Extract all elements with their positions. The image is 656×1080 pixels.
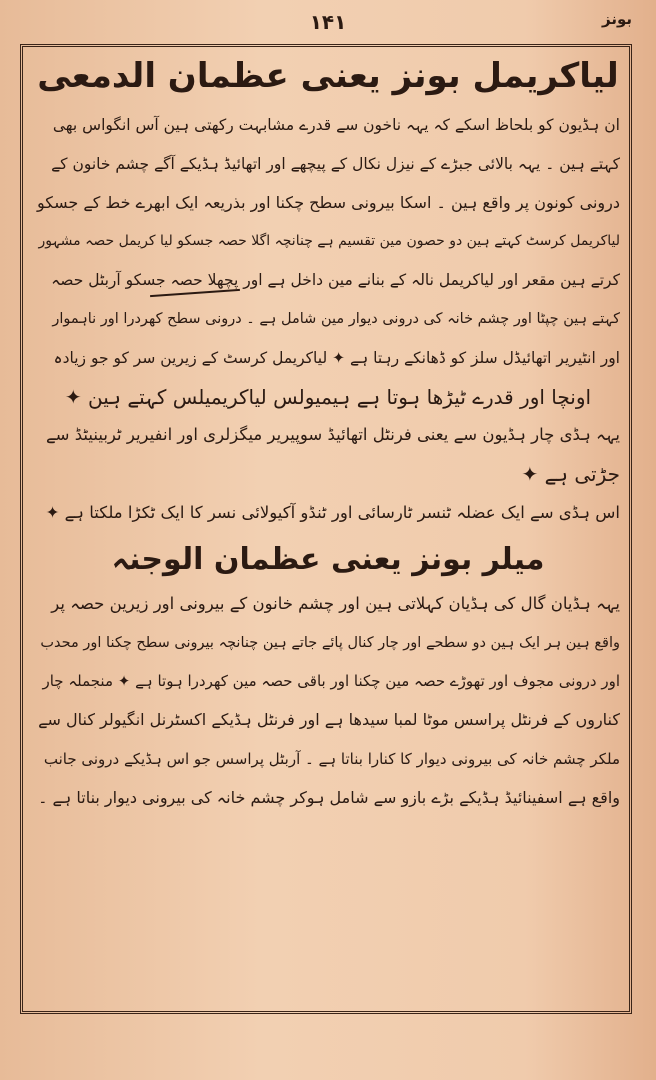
text-line: اونچا اور قدرے ٹیڑھا ہوتا ہے ہیمیولس لیاکریمیلس کہتے ہین ✦ xyxy=(64,384,592,409)
page-number: ۱۴۱ xyxy=(309,10,347,34)
text-line: یہہ ہڈی چار ہڈیون سے یعنی فرنٹل اتھائیڈ سوپیریر میگزلری اور انفیریر ٹربینیٹڈ سے xyxy=(46,425,620,445)
text-line: ملکر چشم خانہ کی بیرونی دیوار کا کنارا بناتا ہے ۔ آربٹل پراسس جو اس ہڈیکے درونی جانب xyxy=(43,749,620,768)
text-line: جڑتی ہے ✦ xyxy=(521,462,620,487)
text-line: کناروں کے فرنٹل پراسس موٹا لمبا سیدھا ہے اور فرنٹل ہڈیکے اکسٹرنل انگیولر کنال سے xyxy=(38,710,620,730)
text-line: یہہ ہڈیان گال کی ہڈیان کہلاتی ہین اور چشم خانون کے بیرونی اور زیرین حصہ پر xyxy=(51,593,620,613)
text-line: درونی کونون پر واقع ہین ۔ اسکا بیرونی سطح چکنا اور بذریعہ ایک ابھرے خط کے جسکو xyxy=(37,192,620,212)
section-title-malar: میلر بونز یعنی عظمان الوجنہ xyxy=(111,541,545,577)
text-line: کرتے ہین مقعر اور لیاکریمل نالہ کے بنانے مین داخل ہے اور پچھلا حصہ جسکو آربٹل حصہ xyxy=(51,271,620,290)
section-title-lacrimal: لیاکریمل بونز یعنی عظمان الدمعی xyxy=(37,56,619,96)
text-line: اور درونی مجوف اور تھوڑے حصہ مین چکنا اور باقی حصہ مین کھردرا ہوتا ہے ✦ منجملہ چار xyxy=(42,672,620,691)
text-line: اس ہڈی سے ایک عضلہ ٹنسر ٹارسائی اور ٹنڈو آکیولائی نسر کا ایک ٹکڑا ملکتا ہے ✦ xyxy=(45,502,620,522)
text-line: لیاکریمل کرسٹ کہتے ہین دو حصون مین تقسیم ہے چنانچہ اگلا حصہ جسکو لیا کریمل حصہ مشہور xyxy=(38,233,620,250)
text-line: واقع ہین ہر ایک ہین دو سطحے اور چار کنال پائے جاتے ہین چنانچہ بیرونی سطح چکنا اور محدب xyxy=(40,634,620,651)
text-line: کہتے ہین ۔ یہہ بالائی جبڑے کے نیزل نکال کے پیچھے اور اتھائیڈ ہڈیکے آگے چشم خانون کے xyxy=(51,154,620,173)
text-line: کہتے ہین چپٹا اور چشم خانہ کی درونی دیوار مین شامل ہے ۔ درونی سطح کھردرا اور ناہموار xyxy=(52,310,620,327)
running-head: بونز xyxy=(602,10,632,28)
text-line: اور انٹیریر اتھائیڈل سلز کو ڈھانکے رہتا ہے ✦ لیاکریمل کرسٹ کے زیرین سر کو جو زیادہ xyxy=(53,348,620,367)
text-line: واقع ہے اسفینائیڈ ہڈیکے بڑے بازو سے شامل ہوکر چشم خانہ کی بیرونی دیوار بناتا ہے ۔ xyxy=(38,787,620,807)
page-body xyxy=(36,52,620,818)
text-line: ان ہڈیون کو بلحاظ اسکے کہ یہہ ناخون سے قدرے مشابہت رکھتی ہین آس انگواس بھی xyxy=(52,116,620,134)
